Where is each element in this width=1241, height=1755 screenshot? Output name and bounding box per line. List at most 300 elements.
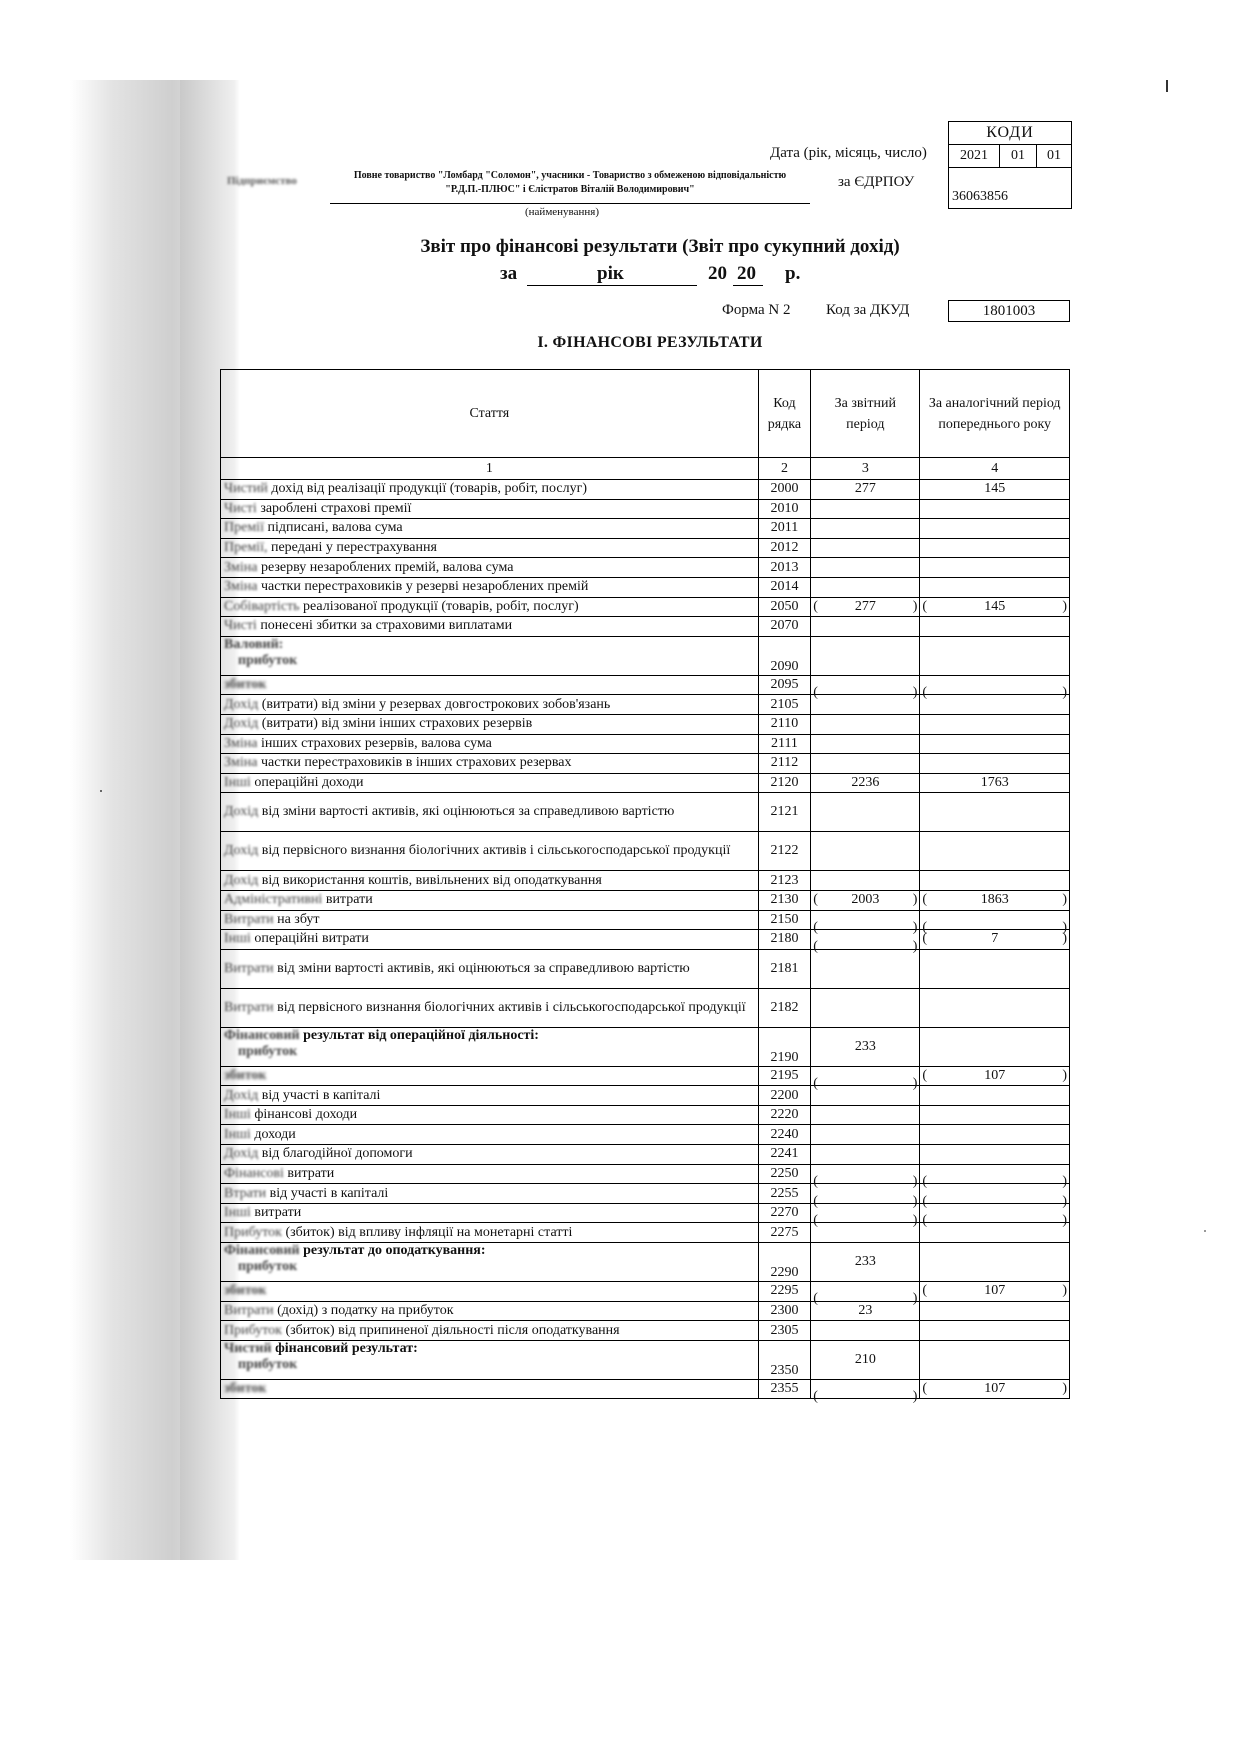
row-previous-value bbox=[920, 1125, 1070, 1145]
row-previous-value bbox=[920, 1282, 1070, 1302]
close-paren: ) bbox=[1062, 598, 1067, 614]
row-article-text: Дохід (витрати) від зміни у резервах довгострокових зобов'язань bbox=[224, 696, 611, 712]
row-previous-value bbox=[920, 1321, 1070, 1341]
row-article-text: Собівартість реалізованої продукції (товарів, робіт, послуг) bbox=[224, 598, 579, 614]
row-article bbox=[221, 949, 759, 988]
row-article bbox=[221, 1321, 759, 1341]
row-previous-value bbox=[920, 1027, 1070, 1066]
row-previous-value bbox=[920, 754, 1070, 774]
row-article bbox=[221, 1184, 759, 1204]
row-previous-value bbox=[920, 695, 1070, 715]
row-article bbox=[221, 832, 759, 871]
table-row bbox=[221, 1340, 1070, 1379]
row-article bbox=[221, 1086, 759, 1106]
table-header-row bbox=[221, 370, 1070, 458]
open-paren: ( bbox=[922, 892, 928, 908]
row-article bbox=[221, 1164, 759, 1184]
row-current-value bbox=[811, 1027, 920, 1066]
value-text: 1863 bbox=[980, 892, 1009, 908]
row-current-value bbox=[811, 988, 920, 1027]
table-row bbox=[221, 499, 1070, 519]
row-code: 2012 bbox=[758, 538, 811, 558]
row-current-value bbox=[811, 793, 920, 832]
table-row bbox=[221, 1243, 1070, 1282]
close-paren: ) bbox=[912, 1193, 918, 1209]
scan-speck bbox=[1204, 1230, 1206, 1232]
table-row bbox=[221, 1066, 1070, 1086]
close-paren: ) bbox=[1062, 1193, 1067, 1209]
open-paren: ( bbox=[813, 685, 818, 701]
value-text: 107 bbox=[984, 1283, 1006, 1299]
row-article-text: Зміна інших страхових резервів, валова сума bbox=[224, 735, 492, 751]
table-row bbox=[221, 890, 1070, 910]
row-code: 2182 bbox=[758, 988, 811, 1027]
row-article bbox=[221, 734, 759, 754]
open-paren: ( bbox=[813, 1173, 818, 1189]
value-text: 277 bbox=[854, 481, 876, 497]
codes-date-row bbox=[949, 145, 1071, 168]
value-text: 145 bbox=[984, 598, 1006, 614]
close-paren: ) bbox=[912, 1291, 918, 1307]
close-paren: ) bbox=[912, 939, 918, 955]
row-article bbox=[221, 1027, 759, 1066]
row-code: 2010 bbox=[758, 499, 811, 519]
row-current-value bbox=[811, 558, 920, 578]
row-article-text: Премії підписані, валова сума bbox=[224, 520, 403, 536]
row-article bbox=[221, 597, 759, 617]
table-row bbox=[221, 1223, 1070, 1243]
row-current-value bbox=[811, 714, 920, 734]
row-article-sub: прибуток bbox=[238, 1356, 298, 1372]
row-article bbox=[221, 871, 759, 891]
row-previous-value bbox=[920, 1164, 1070, 1189]
row-current-value bbox=[811, 1340, 920, 1379]
date-year: 2021 bbox=[949, 145, 1000, 167]
row-current-value bbox=[811, 617, 920, 637]
table-row bbox=[221, 1027, 1070, 1066]
table-row bbox=[221, 1282, 1070, 1302]
row-article-text: Прибуток (збиток) від припиненої діяльності після оподаткування bbox=[224, 1322, 620, 1338]
row-current-value bbox=[811, 910, 920, 935]
value-text: 145 bbox=[984, 481, 1006, 497]
row-article bbox=[221, 577, 759, 597]
table-row bbox=[221, 1301, 1070, 1321]
row-article bbox=[221, 988, 759, 1027]
row-current-value bbox=[811, 636, 920, 675]
row-article-sub: прибуток bbox=[238, 1259, 298, 1275]
period-year-suffix: 20 bbox=[737, 263, 756, 284]
open-paren: ( bbox=[922, 931, 928, 947]
row-previous-value bbox=[920, 930, 1070, 950]
value-text: 277 bbox=[854, 598, 876, 614]
row-code: 2220 bbox=[758, 1105, 811, 1125]
table-body bbox=[221, 480, 1070, 1405]
value-text: 210 bbox=[854, 1351, 876, 1367]
codes-box bbox=[948, 121, 1072, 209]
row-current-value bbox=[811, 773, 920, 793]
table-row bbox=[221, 1321, 1070, 1341]
row-code: 2011 bbox=[758, 519, 811, 539]
row-current-value bbox=[811, 675, 920, 701]
table-row bbox=[221, 773, 1070, 793]
row-article-text: Дохід від використання коштів, вивільнених від оподаткування bbox=[224, 872, 602, 888]
naming-caption: (найменування) bbox=[525, 206, 599, 218]
row-article-title: Чистий фінансовий результат: bbox=[224, 1340, 418, 1356]
close-paren: ) bbox=[1062, 1067, 1067, 1083]
row-code: 2270 bbox=[758, 1203, 811, 1223]
close-paren: ) bbox=[912, 1213, 918, 1229]
close-paren: ) bbox=[912, 892, 918, 908]
row-code: 2240 bbox=[758, 1125, 811, 1145]
value-text: 233 bbox=[854, 1254, 876, 1270]
row-previous-value bbox=[920, 499, 1070, 519]
close-paren: ) bbox=[1062, 685, 1067, 701]
row-article bbox=[221, 1145, 759, 1165]
row-previous-value bbox=[920, 890, 1070, 910]
close-paren: ) bbox=[912, 685, 918, 701]
row-current-value bbox=[811, 1321, 920, 1341]
open-paren: ( bbox=[922, 1193, 928, 1209]
col-number: 2 bbox=[758, 458, 811, 480]
row-article bbox=[221, 675, 759, 695]
row-article-text: збиток bbox=[224, 1067, 267, 1083]
col-number: 1 bbox=[221, 458, 759, 480]
row-article bbox=[221, 1282, 759, 1302]
row-article-text: Дохід від участі в капіталі bbox=[224, 1087, 381, 1103]
row-article-text: Дохід від первісного визнання біологічних активів і сільськогосподарської продукції bbox=[224, 843, 731, 859]
table-row bbox=[221, 988, 1070, 1027]
table-row bbox=[221, 871, 1070, 891]
row-article bbox=[221, 910, 759, 930]
row-article bbox=[221, 1203, 759, 1223]
row-current-value bbox=[811, 499, 920, 519]
table-row bbox=[221, 832, 1070, 871]
row-article-text: Премії, передані у перестрахування bbox=[224, 540, 437, 556]
table-row bbox=[221, 480, 1070, 500]
section-title: І. ФІНАНСОВІ РЕЗУЛЬТАТИ bbox=[537, 334, 763, 351]
date-day: 01 bbox=[1047, 148, 1061, 163]
close-paren: ) bbox=[1062, 1283, 1067, 1299]
close-paren: ) bbox=[912, 1173, 918, 1189]
open-paren: ( bbox=[922, 1283, 928, 1299]
period-rik: рік bbox=[597, 263, 624, 284]
table-row bbox=[221, 949, 1070, 988]
enterprise-label: Підприємство bbox=[227, 175, 297, 187]
row-code: 2355 bbox=[758, 1379, 811, 1399]
close-paren: ) bbox=[912, 1389, 918, 1405]
close-paren: ) bbox=[1062, 1173, 1067, 1189]
company-name-line2: "Р.Д.П.-ПЛЮС" і Єлістратов Віталій Володимирович" bbox=[445, 184, 695, 195]
row-code: 2130 bbox=[758, 890, 811, 910]
open-paren: ( bbox=[813, 1193, 818, 1209]
table-row bbox=[221, 793, 1070, 832]
row-code: 2350 bbox=[758, 1340, 811, 1379]
row-article-text: Чисті понесені збитки за страховими виплатами bbox=[224, 618, 513, 634]
open-paren: ( bbox=[922, 1213, 928, 1229]
row-article-text: Втрати від участі в капіталі bbox=[224, 1185, 389, 1201]
open-paren: ( bbox=[922, 919, 928, 935]
row-article bbox=[221, 1223, 759, 1243]
row-previous-value bbox=[920, 1066, 1070, 1086]
row-current-value bbox=[811, 1301, 920, 1321]
row-previous-value bbox=[920, 636, 1070, 675]
row-code: 2000 bbox=[758, 480, 811, 500]
row-article bbox=[221, 1125, 759, 1145]
open-paren: ( bbox=[813, 919, 818, 935]
table-row bbox=[221, 538, 1070, 558]
open-paren: ( bbox=[922, 598, 928, 614]
row-current-value bbox=[811, 695, 920, 715]
row-current-value bbox=[811, 871, 920, 891]
row-previous-value bbox=[920, 1184, 1070, 1209]
table-row bbox=[221, 617, 1070, 637]
date-month: 01 bbox=[1000, 145, 1037, 167]
row-current-value bbox=[811, 577, 920, 597]
financial-results-table bbox=[220, 369, 1070, 1405]
row-article-text: Інші операційні витрати bbox=[224, 931, 369, 947]
row-current-value bbox=[811, 1282, 920, 1307]
row-article bbox=[221, 1105, 759, 1125]
row-code: 2275 bbox=[758, 1223, 811, 1243]
row-previous-value bbox=[920, 832, 1070, 871]
table-row bbox=[221, 1145, 1070, 1165]
row-article-text: збиток bbox=[224, 677, 267, 693]
column-number-row bbox=[221, 458, 1070, 480]
row-code: 2195 bbox=[758, 1066, 811, 1086]
open-paren: ( bbox=[813, 1389, 818, 1405]
table-row bbox=[221, 577, 1070, 597]
table-row bbox=[221, 1125, 1070, 1145]
row-article-text: Інші доходи bbox=[224, 1126, 296, 1142]
open-paren: ( bbox=[922, 1173, 928, 1189]
close-paren: ) bbox=[1062, 1213, 1067, 1229]
table-row bbox=[221, 636, 1070, 675]
row-code: 2295 bbox=[758, 1282, 811, 1302]
row-previous-value bbox=[920, 793, 1070, 832]
row-previous-value bbox=[920, 734, 1070, 754]
close-paren: ) bbox=[1062, 931, 1067, 947]
close-paren: ) bbox=[912, 598, 918, 614]
close-paren: ) bbox=[1062, 1381, 1067, 1397]
dkud-label: Код за ДКУД bbox=[826, 302, 910, 318]
form-number: Форма N 2 bbox=[722, 302, 791, 318]
row-current-value bbox=[811, 890, 920, 910]
table-row bbox=[221, 675, 1070, 695]
dkud-code: 1801003 bbox=[948, 300, 1070, 322]
codes-title: КОДИ bbox=[949, 122, 1071, 145]
scan-speck bbox=[100, 790, 102, 792]
row-previous-value bbox=[920, 714, 1070, 734]
row-article bbox=[221, 793, 759, 832]
row-previous-value bbox=[920, 519, 1070, 539]
col-number: 4 bbox=[920, 458, 1070, 480]
row-previous-value bbox=[920, 1340, 1070, 1379]
row-code: 2112 bbox=[758, 754, 811, 774]
row-current-value bbox=[811, 1223, 920, 1243]
row-current-value bbox=[811, 832, 920, 871]
open-paren: ( bbox=[922, 1381, 928, 1397]
row-current-value bbox=[811, 538, 920, 558]
row-article-title: Фінансовий результат до оподаткування: bbox=[224, 1243, 486, 1259]
row-article-text: Дохід від благодійної допомоги bbox=[224, 1146, 413, 1162]
row-article-text: Адміністративні витрати bbox=[224, 892, 373, 908]
row-previous-value bbox=[920, 1301, 1070, 1321]
row-current-value bbox=[811, 754, 920, 774]
row-article bbox=[221, 930, 759, 950]
row-article bbox=[221, 1379, 759, 1399]
row-code: 2150 bbox=[758, 910, 811, 930]
row-article-text: Зміна частки перестраховиків у резерві незароблених премій bbox=[224, 579, 589, 595]
table-row bbox=[221, 1379, 1070, 1399]
row-current-value bbox=[811, 734, 920, 754]
row-previous-value bbox=[920, 617, 1070, 637]
row-previous-value bbox=[920, 773, 1070, 793]
date-label: Дата (рік, місяць, число) bbox=[770, 145, 927, 161]
table-row bbox=[221, 1164, 1070, 1184]
row-code: 2290 bbox=[758, 1243, 811, 1282]
row-article-text: Інші операційні доходи bbox=[224, 775, 364, 791]
row-code: 2050 bbox=[758, 597, 811, 617]
row-article-text: збиток bbox=[224, 1283, 267, 1299]
row-article bbox=[221, 773, 759, 793]
row-current-value bbox=[811, 519, 920, 539]
row-code: 2241 bbox=[758, 1145, 811, 1165]
row-current-value bbox=[811, 1203, 920, 1229]
row-article bbox=[221, 636, 759, 675]
table-row bbox=[221, 714, 1070, 734]
row-article-sub: прибуток bbox=[238, 1043, 298, 1059]
row-code: 2255 bbox=[758, 1184, 811, 1204]
table-row bbox=[221, 1203, 1070, 1223]
value-text: 7 bbox=[991, 931, 999, 947]
row-current-value bbox=[811, 1243, 920, 1282]
row-code: 2200 bbox=[758, 1086, 811, 1106]
value-text: 2236 bbox=[851, 775, 880, 791]
row-article-text: Дохід (витрати) від зміни інших страхових резервів bbox=[224, 716, 533, 732]
edrpou-label: за ЄДРПОУ bbox=[838, 174, 915, 190]
row-article-text: Зміна частки перестраховиків в інших страхових резервах bbox=[224, 755, 572, 771]
row-current-value bbox=[811, 930, 920, 955]
open-paren: ( bbox=[813, 1075, 818, 1091]
row-code: 2300 bbox=[758, 1301, 811, 1321]
row-previous-value bbox=[920, 910, 1070, 935]
row-article bbox=[221, 617, 759, 637]
table-row bbox=[221, 1105, 1070, 1125]
row-current-value bbox=[811, 1105, 920, 1125]
row-article-text: Прибуток (збиток) від впливу інфляції на монетарні статті bbox=[224, 1224, 573, 1240]
row-article-text: Фінансові витрати bbox=[224, 1165, 335, 1181]
row-previous-value bbox=[920, 675, 1070, 701]
open-paren: ( bbox=[813, 1291, 818, 1307]
row-article-text: Витрати (дохід) з податку на прибуток bbox=[224, 1302, 454, 1318]
table-row bbox=[221, 597, 1070, 617]
row-article bbox=[221, 1243, 759, 1282]
row-code: 2014 bbox=[758, 577, 811, 597]
row-article bbox=[221, 1301, 759, 1321]
row-article-text: Витрати від первісного визнання біологічних активів і сільськогосподарської продукції bbox=[224, 999, 746, 1015]
row-previous-value bbox=[920, 480, 1070, 500]
row-article-text: Витрати від зміни вартості активів, які оцінюються за справедливою вартістю bbox=[224, 960, 690, 976]
row-current-value bbox=[811, 480, 920, 500]
period-r: р. bbox=[785, 263, 801, 284]
row-article-text: збиток bbox=[224, 1381, 267, 1397]
row-previous-value bbox=[920, 1243, 1070, 1282]
open-paren: ( bbox=[813, 598, 818, 614]
row-previous-value bbox=[920, 1086, 1070, 1106]
row-code: 2180 bbox=[758, 930, 811, 950]
value-text: 107 bbox=[984, 1067, 1006, 1083]
row-code: 2190 bbox=[758, 1027, 811, 1066]
row-previous-value bbox=[920, 1223, 1070, 1243]
company-underline bbox=[330, 203, 810, 204]
value-text: 1763 bbox=[980, 775, 1009, 791]
open-paren: ( bbox=[813, 892, 818, 908]
row-current-value bbox=[811, 949, 920, 988]
company-name bbox=[330, 169, 810, 197]
row-code: 2122 bbox=[758, 832, 811, 871]
row-code: 2070 bbox=[758, 617, 811, 637]
table-row bbox=[221, 1086, 1070, 1106]
row-code: 2123 bbox=[758, 871, 811, 891]
close-paren: ) bbox=[912, 919, 918, 935]
value-text: 107 bbox=[984, 1381, 1006, 1397]
scan-edge-mark bbox=[1166, 80, 1168, 92]
row-code: 2121 bbox=[758, 793, 811, 832]
row-code: 2013 bbox=[758, 558, 811, 578]
row-code: 2110 bbox=[758, 714, 811, 734]
header-previous: За аналогічний період попереднього року bbox=[920, 370, 1070, 458]
row-article bbox=[221, 1066, 759, 1086]
row-article-text: Зміна резерву незароблених премій, валова сума bbox=[224, 559, 514, 575]
row-code: 2305 bbox=[758, 1321, 811, 1341]
row-article bbox=[221, 538, 759, 558]
row-article bbox=[221, 695, 759, 715]
row-article-text: Чисті зароблені страхові премії bbox=[224, 500, 412, 516]
row-current-value bbox=[811, 1066, 920, 1091]
close-paren: ) bbox=[1062, 919, 1067, 935]
edrpou-code: 36063856 bbox=[952, 189, 1008, 204]
row-article-text: Дохід від зміни вартості активів, які оцінюються за справедливою вартістю bbox=[224, 804, 675, 820]
row-previous-value bbox=[920, 871, 1070, 891]
open-paren: ( bbox=[813, 939, 818, 955]
row-previous-value bbox=[920, 577, 1070, 597]
table-row bbox=[221, 930, 1070, 950]
row-current-value bbox=[811, 1184, 920, 1209]
row-article-text: Чистий дохід від реалізації продукції (товарів, робіт, послуг) bbox=[224, 481, 587, 497]
row-current-value bbox=[811, 1086, 920, 1106]
row-code: 2181 bbox=[758, 949, 811, 988]
table-row bbox=[221, 558, 1070, 578]
row-article bbox=[221, 480, 759, 500]
row-previous-value bbox=[920, 1105, 1070, 1125]
table-row bbox=[221, 754, 1070, 774]
row-previous-value bbox=[920, 1203, 1070, 1229]
row-article-text: Інші фінансові доходи bbox=[224, 1107, 358, 1123]
row-code: 2120 bbox=[758, 773, 811, 793]
row-previous-value bbox=[920, 949, 1070, 988]
table-row bbox=[221, 910, 1070, 930]
row-article-text: Витрати на збут bbox=[224, 911, 320, 927]
row-previous-value bbox=[920, 538, 1070, 558]
header-current: За звітний період bbox=[811, 370, 920, 458]
period-underline bbox=[527, 285, 697, 286]
period-year-underline bbox=[733, 285, 763, 286]
row-article bbox=[221, 1340, 759, 1379]
table-row bbox=[221, 519, 1070, 539]
row-current-value bbox=[811, 1164, 920, 1189]
row-article bbox=[221, 890, 759, 910]
row-article bbox=[221, 754, 759, 774]
